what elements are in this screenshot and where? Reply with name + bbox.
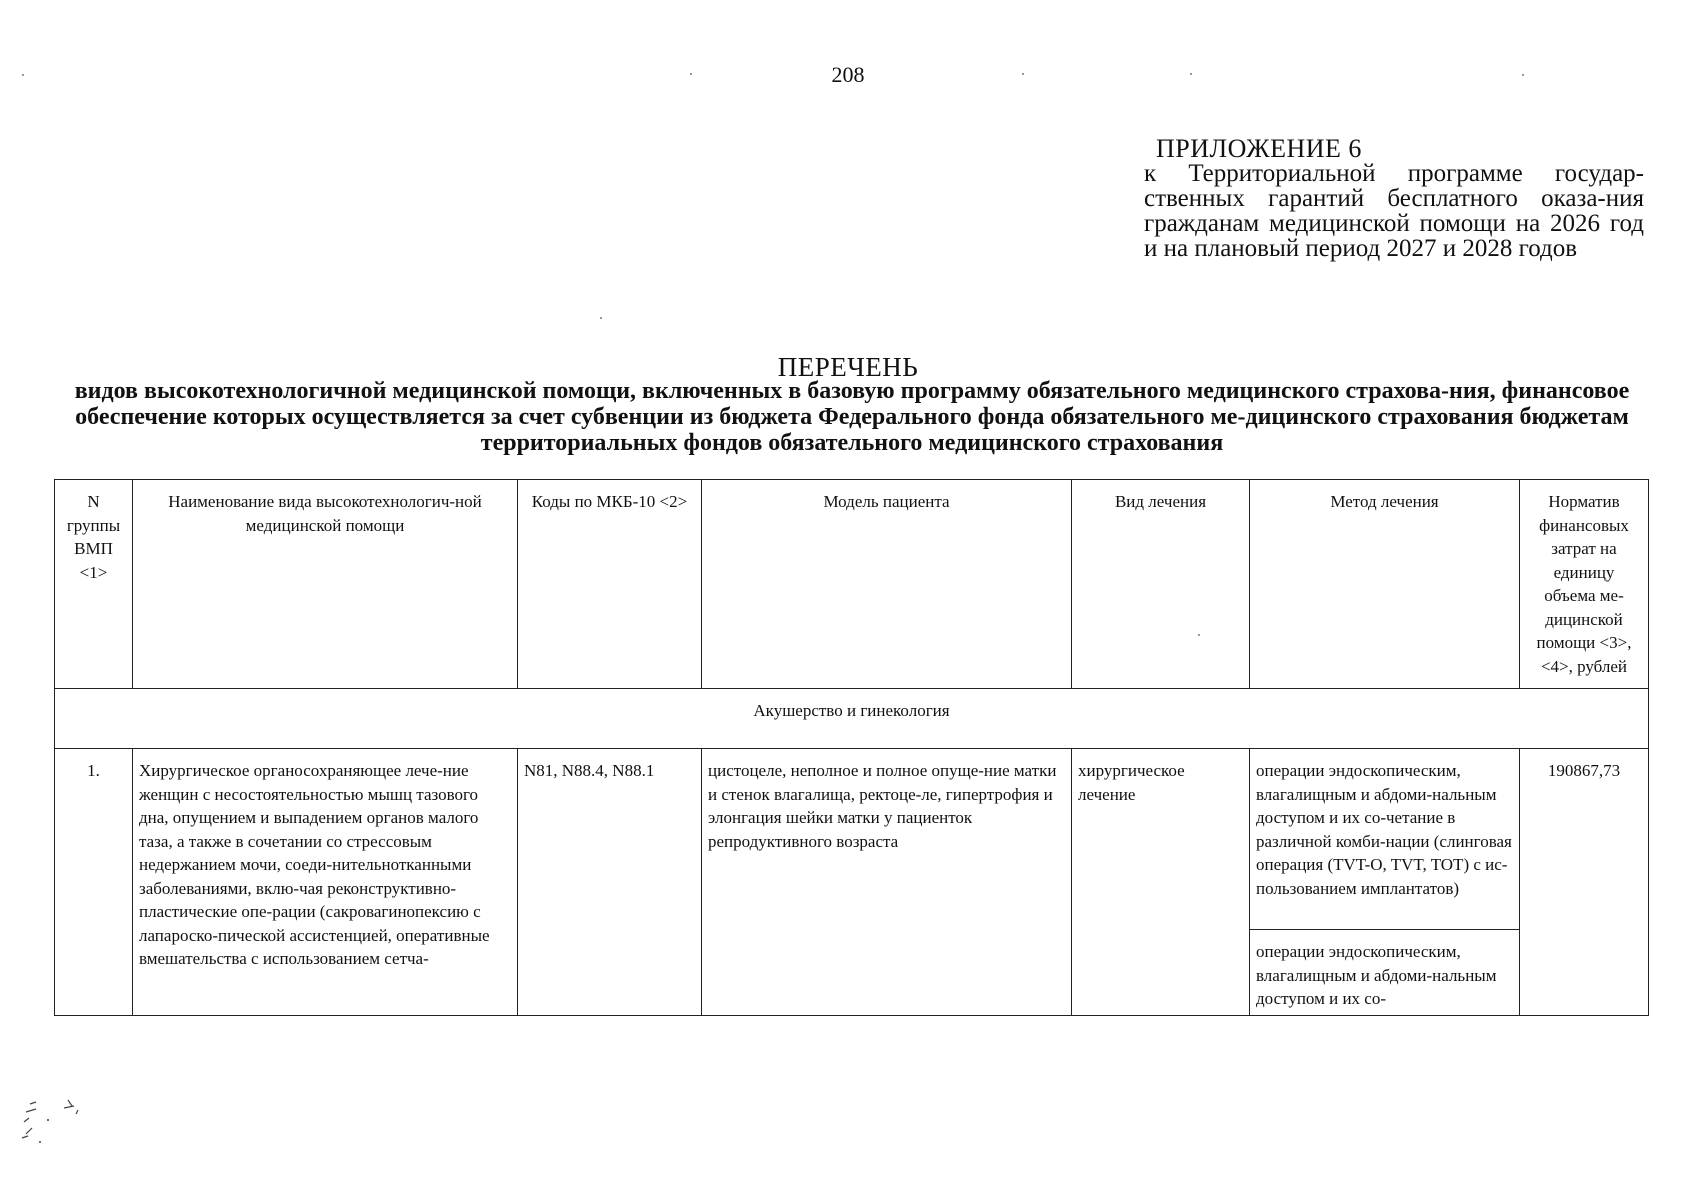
- row-icd-codes: N81, N88.4, N88.1: [518, 749, 702, 1016]
- section-row: [55, 689, 1649, 749]
- header-cost-norm: Норматив финансовых затрат на единицу объема ме-дицинской помощи <3>, <4>, рублей: [1520, 480, 1649, 689]
- scan-speck: [1022, 73, 1024, 75]
- header-treatment-type: Вид лечения: [1072, 480, 1250, 689]
- header-row: [55, 480, 1649, 689]
- row-cost-norm: 190867,73: [1520, 749, 1649, 1016]
- scan-speck: [600, 317, 602, 319]
- page-number: 208: [831, 62, 865, 87]
- scan-speck: [22, 74, 24, 76]
- header-treatment-method: Метод лечения: [1250, 480, 1520, 689]
- scan-speck: [690, 73, 692, 75]
- vmp-table: [54, 479, 1649, 1016]
- appendix-block: [1144, 136, 1644, 261]
- appendix-title: ПРИЛОЖЕНИЕ 6: [1156, 134, 1362, 163]
- row-name: Хирургическое органосохраняющее лече-ние женщин с несостоятельностью мышц тазового дна, опущением и выпадением органов малого таза, а также в сочетании со стрессовым недержанием мочи, соеди-нительнотканными заболеваниями, вклю-чая реконструктивно-пластические опе-рации (сакровагинопексию с лапароско-пической ассистенцией, оперативные вмешательства с использованием сетча-: [133, 749, 518, 1016]
- header-group-no: N группы ВМП <1>: [55, 480, 133, 689]
- table-row: [55, 749, 1649, 930]
- scan-artifact-icon: [18, 1094, 88, 1150]
- header-name: Наименование вида высокотехнологич-ной медицинской помощи: [133, 480, 518, 689]
- row-method-2: операции эндоскопическим, влагалищным и абдоми-нальным доступом и их со-: [1250, 930, 1520, 1016]
- row-treatment-type: хирургическое лечение: [1072, 749, 1250, 1016]
- section-title: Акушерство и гинекология: [55, 689, 1649, 749]
- scan-speck: [1190, 73, 1192, 75]
- row-patient-model: цистоцеле, неполное и полное опуще-ние матки и стенок влагалища, ректоце-ле, гипертрофия и элонгация шейки матки у пациенток репродуктивного возраста: [702, 749, 1072, 1016]
- header-patient-model: Модель пациента: [702, 480, 1072, 689]
- header-icd-codes: Коды по МКБ-10 <2>: [518, 480, 702, 689]
- appendix-text: к Территориальной программе государ-ственных гарантий бесплатного оказа-ния гражданам медицинской помощи на 2026 год и на плановый период 2027 и 2028 годов: [1144, 160, 1644, 262]
- row-number: 1.: [55, 749, 133, 1016]
- list-subtitle: видов высокотехнологичной медицинской помощи, включенных в базовую программу обязательного медицинского страхова-ния, финансовое обеспечение которых осуществляется за счет субвенции из бюджета Федерального фонда обязательного ме-дицинского страхования бюджетам территориальных фондов обязательного медицинского страхования: [74, 378, 1630, 456]
- scan-speck: [1198, 634, 1200, 636]
- scan-speck: [1522, 74, 1524, 76]
- list-title: ПЕРЕЧЕНЬ: [777, 352, 919, 382]
- row-method-1: операции эндоскопическим, влагалищным и абдоми-нальным доступом и их со-четание в различной комби-нации (слинговая операция (TVT-O, TVT, TOT) с ис-пользованием имплантатов): [1250, 749, 1520, 930]
